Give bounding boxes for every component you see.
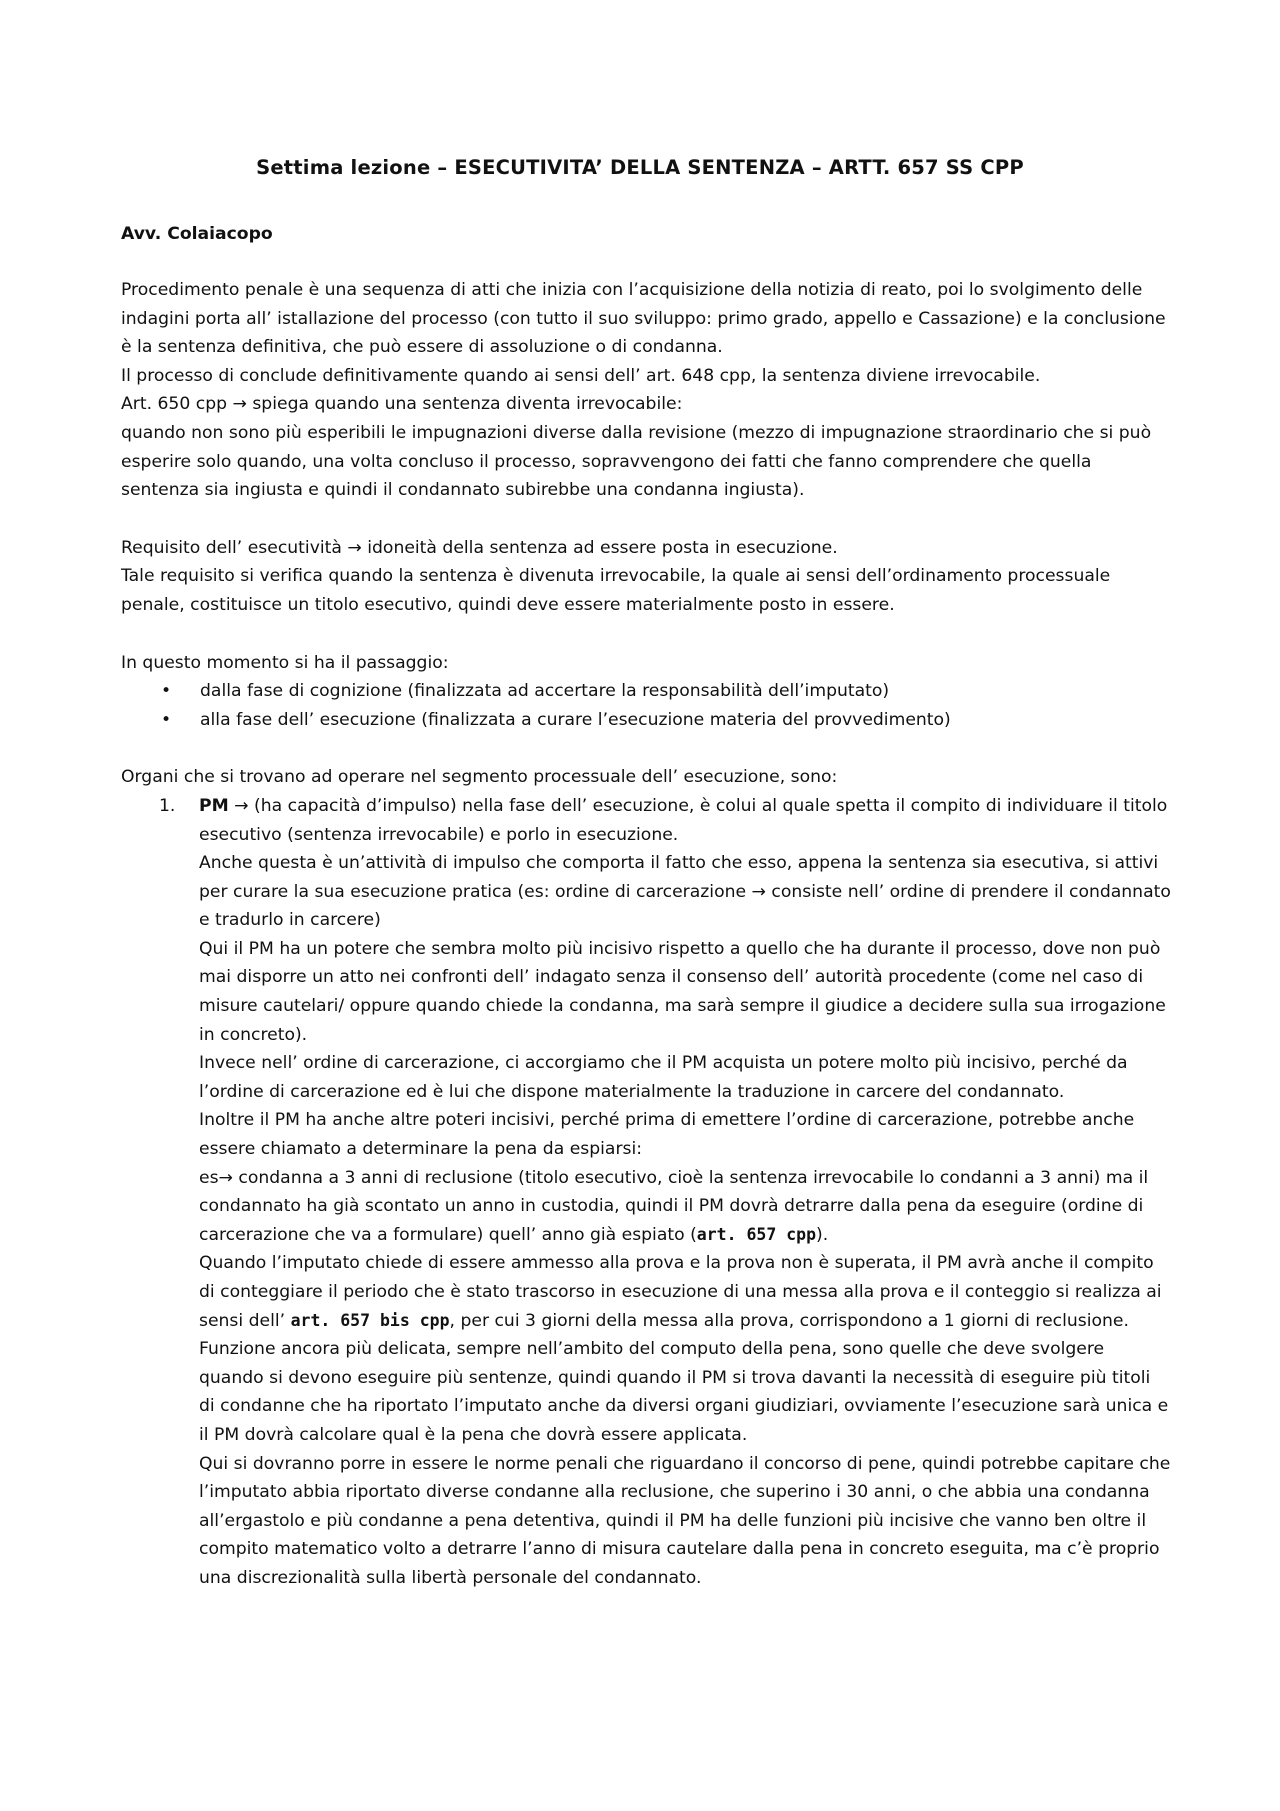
organ-paragraph-7 <box>199 1249 1171 1335</box>
organ-item-pm <box>121 792 1171 1593</box>
requisito-paragraph-2: Tale requisito si verifica quando la sentenza è divenuta irrevocabile, la quale ai sensi dell’ordinamento processuale penale, costituisce un titolo esecutivo, quindi deve essere materialmente posto in essere. <box>121 566 1111 615</box>
spacer <box>121 734 1171 763</box>
organ-paragraph-6 <box>199 1164 1171 1250</box>
organ-paragraph-6-end: ). <box>816 1224 829 1245</box>
article-reference: art. 657 bis cpp <box>290 1310 450 1330</box>
organi-intro: Organi che si trovano ad operare nel segmento processuale dell’ esecuzione, sono: <box>121 767 838 788</box>
author-line: Avv. Colaiacopo <box>121 224 273 244</box>
organ-paragraph-2: Anche questa è un’attività di impulso che comporta il fatto che esso, appena la sentenza sia esecutiva, si attivi per curare la sua esecuzione pratica (es: ordine di carcerazione → consiste nell’ ordine di prendere il condannato e tradurlo in carcere) <box>199 853 1171 931</box>
organ-label: PM <box>199 795 229 816</box>
organ-paragraph-5: Inoltre il PM ha anche altre poteri incisivi, perché prima di emettere l’ordine di carcerazione, potrebbe anche essere chiamato a determinare la pena da espiarsi: <box>199 1110 1135 1160</box>
document-body <box>121 276 1171 1593</box>
organ-paragraph-1 <box>199 792 1171 849</box>
spacer <box>121 505 1171 534</box>
page-title: Settima lezione – ESECUTIVITA’ DELLA SENTENZA – ARTT. 657 SS CPP <box>256 156 1024 179</box>
requisito-paragraph-1: Requisito dell’ esecutività → idoneità della sentenza ad essere posta in esecuzione. <box>121 537 838 558</box>
organ-paragraph-4: Invece nell’ ordine di carcerazione, ci accorgiamo che il PM acquista un potere molto più incisivo, perché da l’ordine di carcerazione ed è lui che dispone materialmente la traduzione in carcere del condannato. <box>199 1053 1128 1102</box>
organ-paragraph-1-text: → (ha capacità d’impulso) nella fase dell’ esecuzione, è colui al quale spetta il compito di individuare il titolo esecutivo (sentenza irrevocabile) e porlo in esecuzione. <box>199 795 1168 845</box>
organ-paragraph-6-text: es→ condanna a 3 anni di reclusione (titolo esecutivo, cioè la sentenza irrevocabile lo condanni a 3 anni) ma il condannato ha già scontato un anno in custodia, quindi il PM dovrà detrarre dalla pena da eseguire (ordine di carcerazione che va a formulare) quell’ anno già espiato ( <box>199 1167 1149 1245</box>
intro-paragraph-4: quando non sono più esperibili le impugnazioni diverse dalla revisione (mezzo di impugnazione straordinario che si può esperire solo quando, una volta concluso il processo, sopravvengono dei fatti che fanno comprendere che quella sentenza sia ingiusta e quindi il condannato subirebbe una condanna ingiusta). <box>121 422 1152 501</box>
organ-paragraph-3: Qui il PM ha un potere che sembra molto più incisivo rispetto a quello che ha durante il processo, dove non può mai disporre un atto nei confronti dell’ indagato senza il consenso dell’ autorità procedente (come nel caso di misure cautelari/ oppure quando chiede la condanna, ma sarà sempre il giudice a decidere sulla sua irrogazione in concreto). <box>199 938 1166 1045</box>
organi-list <box>121 792 1171 1593</box>
article-reference: art. 657 cpp <box>696 1224 817 1244</box>
spacer <box>121 620 1171 649</box>
organ-paragraph-7-end: , per cui 3 giorni della messa alla prova, corrispondono a 1 giorni di reclusione. <box>449 1310 1129 1331</box>
intro-paragraph-3: Art. 650 cpp → spiega quando una sentenza diventa irrevocabile: <box>121 394 683 415</box>
list-number: 1. <box>159 795 176 816</box>
organ-paragraph-9: Qui si dovranno porre in essere le norme penali che riguardano il concorso di pene, quindi potrebbe capitare che l’imputato abbia riportato diverse condanne alla reclusione, che superino i 30 anni, o che abbia una condanna all’ergastolo e più condanne a pena detentiva, quindi il PM ha delle funzioni più incisive che vanno ben oltre il compito matematico volto a detrarre l’anno di misura cautelare dalla pena in concreto eseguita, ma c’è proprio una discrezionalità sulla libertà personale del condannato. <box>199 1453 1171 1588</box>
intro-paragraph-1: Procedimento penale è una sequenza di atti che inizia con l’acquisizione della notizia di reato, poi lo svolgimento delle indagini porta all’ istallazione del processo (con tutto il suo sviluppo: primo grado, appello e Cassazione) e la conclusione è la sentenza definitiva, che può essere di assoluzione o di condanna. <box>121 280 1166 358</box>
organ-paragraph-7-text: Quando l’imputato chiede di essere ammesso alla prova e la prova non è superata, il PM avrà anche il compito di conteggiare il periodo che è stato trascorso in esecuzione di una messa alla prova e il conteggio si realizza ai sensi dell’ <box>199 1253 1162 1331</box>
passaggio-intro: In questo momento si ha il passaggio: <box>121 652 449 673</box>
organ-paragraph-8: Funzione ancora più delicata, sempre nell’ambito del computo della pena, sono quelle che deve svolgere quando si devono eseguire più sentenze, quindi quando il PM si trova davanti la necessità di eseguire più titoli di condanne che ha riportato l’imputato anche da diversi organi giudiziari, ovviamente l’esecuzione sarà unica e il PM dovrà calcolare qual è la pena che dovrà essere applicata. <box>199 1339 1169 1445</box>
list-item: • alla fase dell’ esecuzione (finalizzata a curare l’esecuzione materia del provvedimento) <box>121 706 1171 735</box>
passaggio-list <box>121 677 1171 734</box>
intro-paragraph-2: Il processo di conclude definitivamente quando ai sensi dell’ art. 648 cpp, la sentenza diviene irrevocabile. <box>121 365 1041 386</box>
list-item: • dalla fase di cognizione (finalizzata ad accertare la responsabilità dell’imputato) <box>121 677 1171 706</box>
